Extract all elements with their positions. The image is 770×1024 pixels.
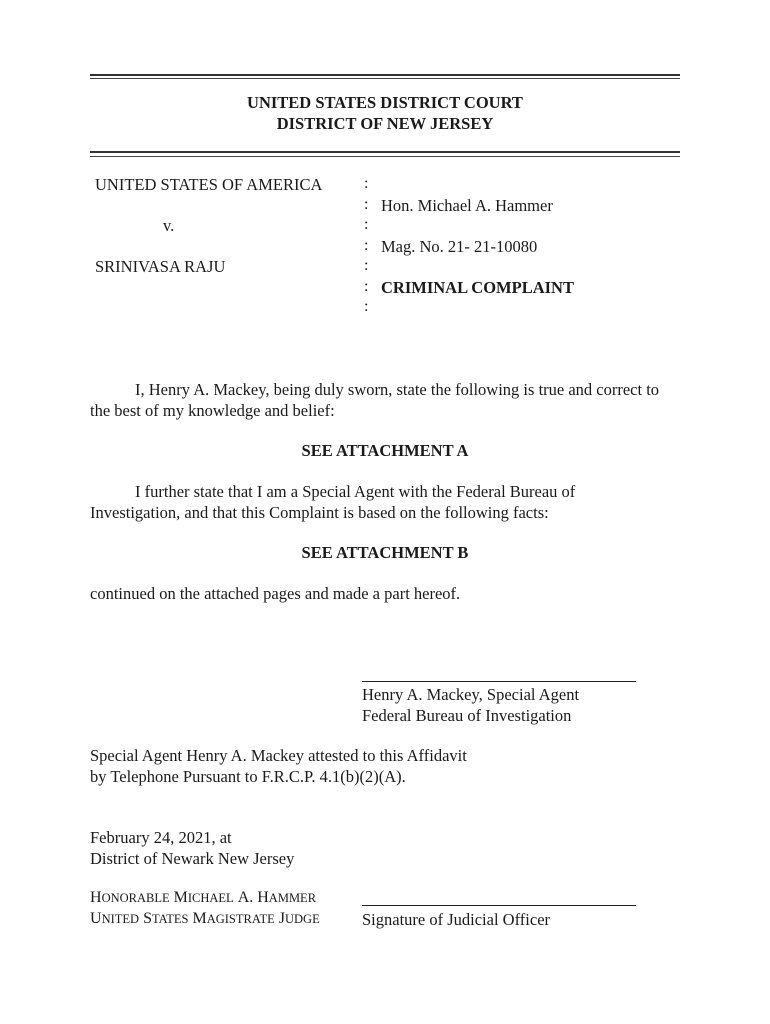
caption-plaintiff: UNITED STATES OF AMERICA (95, 175, 323, 194)
caption-colon: : (364, 237, 369, 254)
court-name: UNITED STATES DISTRICT COURT (247, 93, 523, 112)
court-district: DISTRICT OF NEW JERSEY (276, 114, 494, 133)
judge-signature-line (362, 905, 636, 906)
header-rule-1 (90, 151, 680, 153)
affiant-agency: Federal Bureau of Investigation (362, 706, 572, 725)
place-line: District of Newark New Jersey (90, 849, 295, 868)
date-line: February 24, 2021, at (90, 828, 232, 847)
affiant-name: Henry A. Mackey, Special Agent (362, 685, 580, 704)
attachment-a-heading: SEE ATTACHMENT A (301, 441, 469, 460)
paragraph-2-line-1: I further state that I am a Special Agent with the Federal Bureau of (135, 482, 576, 501)
caption-colon: : (364, 298, 369, 315)
affiant-signature-line (362, 681, 636, 682)
caption-judge: Hon. Michael A. Hammer (381, 196, 553, 215)
caption-defendant: SRINIVASA RAJU (95, 257, 226, 276)
caption-doc-title: CRIMINAL COMPLAINT (381, 278, 574, 297)
paragraph-1-line-1: I, Henry A. Mackey, being duly sworn, state the following is true and correct to (135, 380, 660, 399)
paragraph-1-line-2: the best of my knowledge and belief: (90, 401, 335, 420)
header-rule-2 (90, 156, 680, 157)
paragraph-2-line-2: Investigation, and that this Complaint is based on the following facts: (90, 503, 549, 522)
caption-mag-number: Mag. No. 21- 21-10080 (381, 237, 538, 256)
attachment-b-heading: SEE ATTACHMENT B (301, 543, 469, 562)
judge-signature-label: Signature of Judicial Officer (362, 910, 551, 929)
caption-colon: : (364, 175, 369, 192)
continued-line: continued on the attached pages and made a part hereof. (90, 584, 461, 603)
caption-colon: : (364, 278, 369, 295)
caption-versus: v. (163, 216, 175, 235)
attestation-line-1: Special Agent Henry A. Mackey attested to this Affidavit (90, 746, 467, 765)
top-rule-1 (90, 74, 680, 76)
caption-colon: : (364, 257, 369, 274)
judge-title: UNITED STATES MAGISTRATE JUDGE (90, 910, 320, 927)
attestation-line-2: by Telephone Pursuant to F.R.C.P. 4.1(b)(2)(A). (90, 767, 406, 786)
top-rule-2 (90, 78, 680, 79)
caption-colon: : (364, 196, 369, 213)
caption-colon: : (364, 216, 369, 233)
judge-name: HONORABLE MICHAEL A. HAMMER (90, 889, 317, 906)
